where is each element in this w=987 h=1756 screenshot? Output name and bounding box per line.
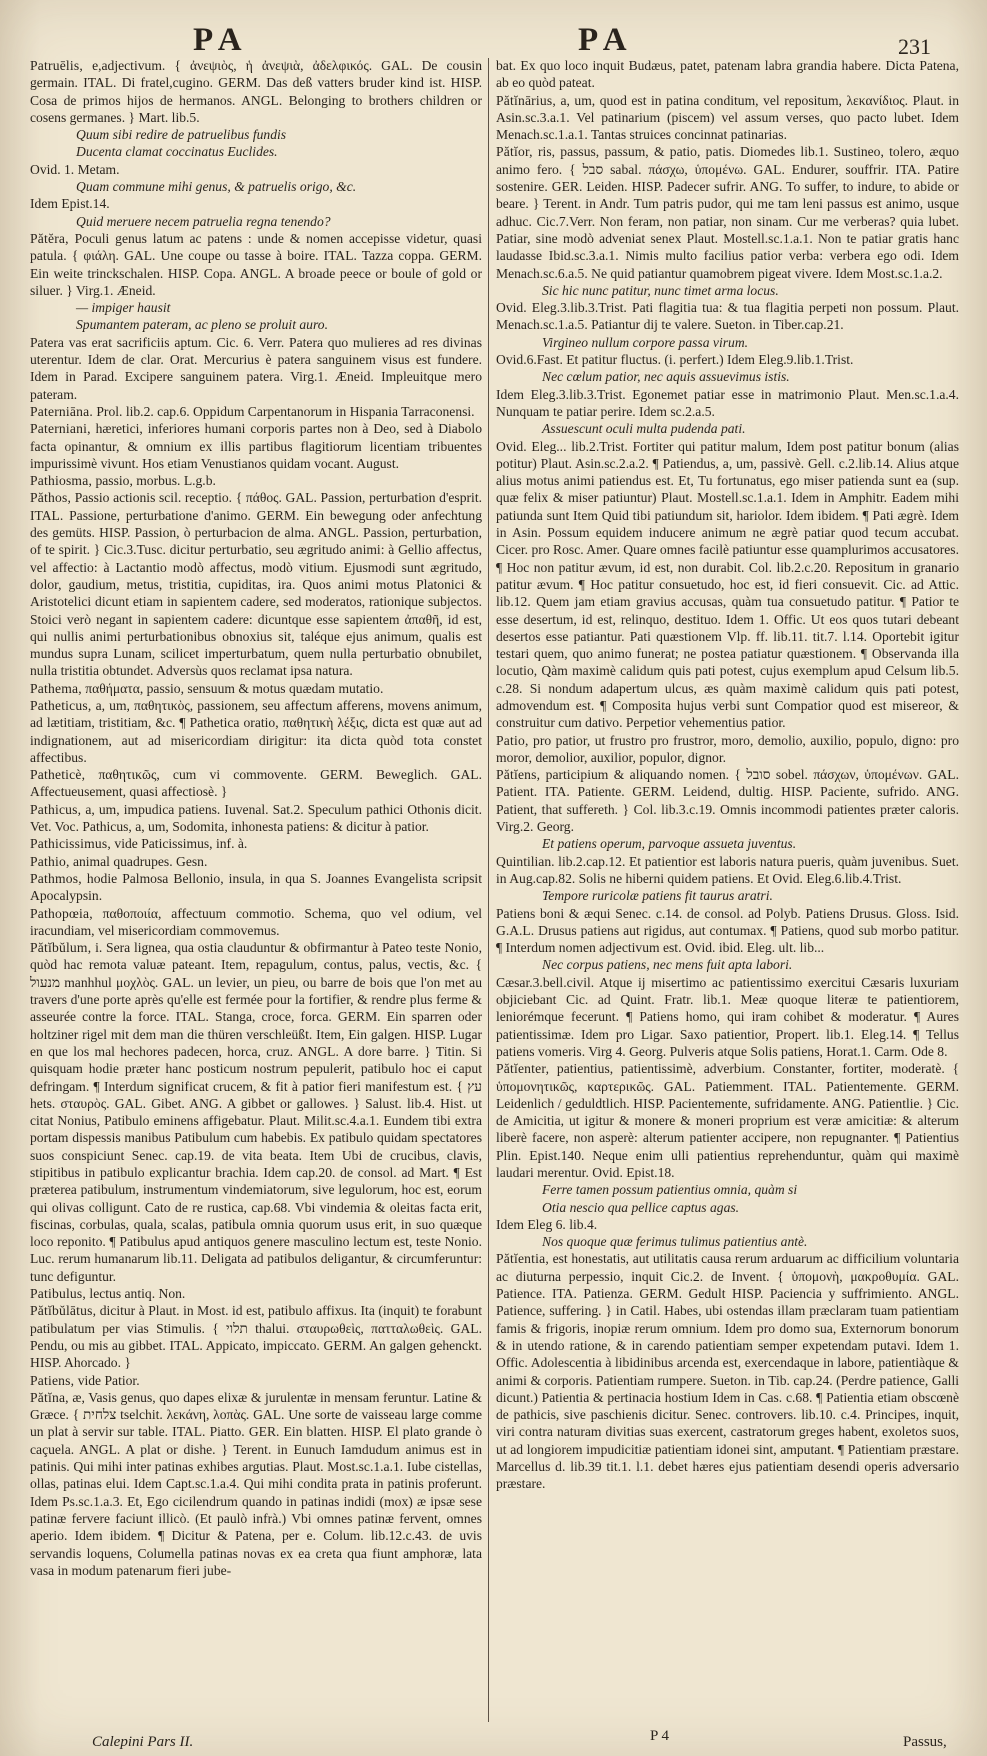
- verse-quotation: Nec corpus patiens, nec mens fuit apta labori.: [542, 957, 793, 973]
- entry-headword: Pătĭbŭlātus,: [30, 1303, 97, 1319]
- entry-headword: Paterniāna.: [30, 403, 93, 419]
- left-column: [30, 57, 482, 1721]
- entry-text: pro patior, ut frustro pro frustror, moro, demolio, auxilio, populo, digno: pro moror, demolior, auxilior, populor, dignor.: [496, 732, 959, 765]
- entry-text: Ovid.6.Fast. Et patitur fluctus. (i. perfert.) Idem Eleg.9.lib.1.Trist.: [496, 352, 854, 368]
- entry-headword: Pătĭentia,: [496, 1251, 549, 1267]
- signature-mark: Calepini Pars II.: [92, 1734, 194, 1750]
- entry-headword: Păthos,: [30, 490, 72, 506]
- verse-quotation: Quum sibi redire de patruelibus fundis Ducenta clamat coccinatus Euclides.: [76, 127, 287, 160]
- gathering-mark: P 4: [650, 1728, 670, 1744]
- dictionary-entry: [30, 1285, 482, 1302]
- entry-headword: Pătĭens,: [496, 767, 541, 783]
- entry-headword: Patibulus,: [30, 1286, 87, 1302]
- entry-text: æ, Vasis genus, quo dapes elixæ & jurulentæ in mensam feruntur. Latine & Græce. { צלחית tselchit. λεκάνη, λοπὰς. GAL. Une sorte de vaisseau large comme un plat à servir sur table. ITAL. Piatto. GER. Ein blatten. HISP. El plato grande ò caçuela. ANGL. A plat or dishe. } Terent. in Eunuch Iamdudum animus est in patinis. Qui mihi inter patinas exhibes argutias. Plaut. Most.sc.1.a.1. Iube cistellas, ollas, patinas elui. Idem Capt.sc.1.a.4. Qui mihi condita prata in patinis proferunt. Idem Ps.sc.1.a.3. Et, Ego cicilendrum quando in patinas indidi (mox) æ ipsæ sese patinæ fervere faciunt illicò. (Et paulò infrà.) Vbi omnes patinæ fervent, omnes aperio. Idem ibidem. ¶ Dicitur & Patena, per e. Colum. lib.12.c.43. de uvis servandis loquens, Columella patinas novas ex ea creta qua fiunt amphoræ, lata vasa in modum patenarum fieri jube-: [30, 1389, 482, 1578]
- entry-text: est honestatis, aut utilitatis causa rerum arduarum ac difficilium voluntaria ac diuturna perpessio, inquit Cic.2. de Invent. { ὑπομονὴ, μακροθυμία. GAL. Patience. ITA. Patienza. GERM. Gedult HISP. Paciencia y suffrimiento. ANGL. Patience, suffering. } in Catil. Habes, ubi ostendas illam præclaram tuam patientiam famis & frigoris, inopiæ rerum omnium. Idem pro domo sua, Externorum bonorum & in utendo ratione, & in carendo patientiam semper expetendam putavi. Idem 1. Offic. Adolescentia à libidinibus arcenda est, exercendaque in labore, patientiàque & animi & corporis. Patientiam rumpere. Sueton. in Tib. cap.24. (Perdre patience, Galli dicunt.) Patientia & pertinacia hostium Idem in Cas. c.68. ¶ Patientia etiam obscœnè de pathicis, sive paschienis dicitur. Senec. controvers. lib.10. c.4. Principes, inquit, viri contra naturam divitias suas exercent, castratorum greges habent, exoletos suos, ut ad longiorem impudicitiæ patientiam idonei sint, amputant. ¶ Patientiam præstare. Marcellus d. lib.39 tit.1. l.1. debet hæres ejus patientiam desendi operis adversario præstare.: [496, 1251, 959, 1492]
- entry-headword: Pathmos,: [30, 870, 82, 886]
- verse-quotation: Nec cœlum patior, nec aquis assuevimus istis.: [542, 369, 790, 385]
- entry-text: παθοποιία, affectuum commotio. Schema, quo vel odium, vel iracundiam, vel misericordiam commovemus.: [30, 905, 482, 938]
- entry-text: passio, morbus. L.g.b.: [95, 473, 216, 489]
- dictionary-entry: [496, 1060, 959, 1181]
- entry-text: e,adjectivum. { ἀνεψιὸς, ἡ ἀνεψιὰ, ἀδελφικός. GAL. De cousin germain. ITAL. Di fratel,cugino. GERM. Das deß vatters bruder kind ist. HISP. Cosa de primos hijos de hermanos. ANGL. Belonging to brothers children or cosens germanes. } Mart. lib.5.: [30, 58, 482, 125]
- entry-continuation: [496, 853, 959, 888]
- dictionary-entry: [30, 870, 482, 905]
- dictionary-entry: [30, 905, 482, 940]
- dictionary-entry: [30, 1302, 482, 1371]
- entry-headword: Pathopœia,: [30, 905, 93, 921]
- entry-headword: Pathicus,: [30, 801, 82, 817]
- verse-quotation: — impiger hausit Spumantem pateram, ac pleno se proluit auro.: [76, 300, 328, 333]
- entry-headword: Pătĭor,: [496, 144, 533, 160]
- entry-headword: Pătĭnārius,: [496, 92, 556, 108]
- verse-quotation: Virgineo nullum corpore passa virum.: [542, 334, 749, 350]
- entry-text: Ovid. 1. Metam.: [30, 161, 120, 177]
- entry-continuation: [30, 195, 482, 212]
- dictionary-entry: [30, 420, 482, 472]
- dictionary-entry: [496, 92, 959, 144]
- entry-continuation: [30, 161, 482, 178]
- entry-continuation: [496, 1216, 959, 1233]
- entry-text: lectus antiq. Non.: [89, 1286, 186, 1302]
- verse-quotation: Sic hic nunc patitur, nunc timet arma locus.: [542, 282, 779, 298]
- dictionary-entry: [496, 1250, 959, 1492]
- entry-text: bat. Ex quo loco inquit Budæus, patet, patenam labra grandia habere. Dicta Patena, ab eo quòd pateat.: [496, 58, 959, 91]
- entry-continuation: [496, 438, 959, 732]
- entry-text: vide Paticissimus, inf. à.: [114, 836, 248, 852]
- entry-headword: Paterniani,: [30, 421, 91, 437]
- dictionary-entry: [30, 1389, 482, 1579]
- entry-headword: Patruēlis,: [30, 58, 83, 73]
- verse-quotation: Quid meruere necem patruelia regna tenendo?: [76, 213, 331, 229]
- entry-text: Ovid. Eleg... lib.2.Trist. Fortiter qui patitur malum, Idem post patitur bonum (alias potitur) Plaut. Asin.sc.2.a.2. ¶ Patiendus, a, um, passivè. Gell. c.2.lib.14. Alius atque alius motus animi patiendus est. Et, Tu fortunatus, ego miser patienda sunt ea (sup. quæ felix & miser patiuntur) Plaut. Mostell.sc.1.a.1. Idem in Amphitr. Eadem mihi patiunda sunt Item Quid tibi patiundum sit, hariolor. Idem ibidem. ¶ Pati ægrè. Idem in Asin. Possum equidem inducere animum ne ægrè patiar quod tecum accubat. Cicer. pro Rosc. Amer. Quare omnes facilè patiuntur esse quamplurimos accusatores. ¶ Hoc non patitur ævum, id est, non durabit. Col. lib.2.c.20. Repositum in granario patitur ævum. ¶ Hoc patitur consuetudo, hoc est, id fieri consuevit. Cic. ad Attic. lib.12. Quem jam etiam gravius accusas, quàm tua consuetudo patitur. ¶ Patior te esse desertum, id est, relinquo, destituo. Idem 1. Offic. Ut eos quos tutari debeant desertos esse patiantur. Pati quæstionem Vlp. ff. lib.11. tit.7. l.14. Oportebit igitur testari quem, quo animo funerat; ne postea patiatur quæstionem. ¶ Observanda illa locutio, Qàm maximè calidum quis pati potest, cujus exemplum apud Celsum lib.5. c.28. Si nondum adapertum ulcus, æs quàm maximè calidum quis pati potest, admovendum est. ¶ Composita hujus verbi sunt Compatior quod est misereor, & construitur cum dativo. Perpetior vehementius patior.: [496, 438, 959, 731]
- entry-text: vide Patior.: [77, 1372, 140, 1388]
- verse-quotation: Ferre tamen possum patientius omnia, quàm si Otia nescio qua pellice captus agas.: [542, 1182, 798, 1215]
- dictionary-entry: [30, 680, 482, 697]
- entry-headword: Patheticus,: [30, 697, 92, 713]
- entry-continuation: [496, 351, 959, 368]
- right-column: [496, 57, 959, 1721]
- dictionary-entry: [30, 766, 482, 801]
- entry-headword: Pătĭenter,: [496, 1061, 550, 1077]
- entry-text: dicitur à Plaut. in Most. id est, patibulo affixus. Ita (inquit) te forabunt patibulatum per vias Stimulis. { תלוי thalui. σταυρωθεὶς, πατταλωθεὶς. GAL. Pendu, ou mis au gibbet. ITAL. Appicato, impiccato. GERM. An galgen gehenckt. HISP. Ahorcado. }: [30, 1303, 482, 1371]
- entry-text: ris, passus, passum, & patio, patis. Diomedes lib.1. Sustineo, tolero, æquo animo fero. { סבל sabal. πάσχω, ὑπομένω. GAL. Endurer, souffrir. ITA. Patire sostenire. GER. Leiden. HISP. Padecer sufrir. ANG. To suffer, to indure, to abide or beare. } Terent. in Andr. Tum patris pudor, qui me tam leni passus est animo, usque adhuc. Cic.7.Verr. Non feram, non patiar, non sinam. Cur me verberas? quia lubet. Patiar, sine modò adveniat senex Plaut. Mostell.sc.1.a.1. Non te patiar gratis hanc laudasse Ibid.sc.3.a.1. Nimis multo facilius patior verba: verbera ego odi. Idem Menach.sc.6.a.5. Ne quid patiantur quamobrem pigeat vivere. Idem Most.sc.1.a.2.: [496, 144, 959, 281]
- entry-text: Idem Epist.14.: [30, 196, 110, 212]
- entry-text: παθητικῶς, cum vi commovente. GERM. Beweglich. GAL. Affectueusement, quasi affectiosè. }: [30, 767, 482, 800]
- entry-text: participium & aliquando nomen. { סובל sobel. πάσχων, ὑπομένων. GAL. Patient. ITA. Patiente. GERM. Leidend, dultig. HISP. Paciente, sufrido. ANG. Patient, that suffereth. } Col. lib.3.c.19. Omnis incommodi patientes præter caloris. Virg.2. Georg.: [496, 767, 959, 835]
- entry-headword: Pathema,: [30, 680, 82, 696]
- entry-text: Quintilian. lib.2.cap.12. Et patientior est laboris natura pueris, quàm juvenibus. Suet. in Aug.cap.82. Solis ne hiberni quidem patiens. Et Ovid. Eleg.6.lib.4.Trist.: [496, 853, 959, 886]
- running-head-right: PA: [578, 22, 634, 58]
- dictionary-entry: [30, 1372, 482, 1389]
- entry-text: a, um, παθητικὸς, passionem, seu affectum afferens, movens animum, ad lætitiam, tristitiam, &c. ¶ Pathetica oratio, παθητικὴ λέξις, dicta est quæ aut ad indignationem, aut ad misericordiam dirigitur: ita dicta quòd tota constet affectibus.: [30, 697, 482, 765]
- dictionary-entry: [30, 853, 482, 870]
- entry-text: Patera vas erat sacrificiis aptum. Cic. 6. Verr. Patera quo mulieres ad res divinas uterentur. Idem de clar. Orat. Mercurius è patera sanguinem visus est fundere. Idem in Parad. Excipere sanguinem patera. Virg.1. Æneid. Impleuitque mero pateram.: [30, 334, 482, 402]
- dictionary-entry: [30, 835, 482, 852]
- verse-quotation: Quam commune mihi genus, & patruelis origo, &c.: [76, 179, 357, 195]
- entry-headword: Patio,: [496, 732, 529, 748]
- dictionary-entry: [30, 57, 482, 126]
- verse-quotation: Tempore ruricolæ patiens fit taurus aratri.: [542, 888, 773, 904]
- entry-continuation: [496, 974, 959, 1060]
- dictionary-entry: [30, 697, 482, 766]
- entry-text: a, um, quod est in patina conditum, vel repositum, λεκανίδιος. Plaut. in Asin.sc.3.a.1. Vel patinarium (piscem) vel assum verses, quo pacto lubet. Idem Menach.sc.1.a.1. Tantas struices concinnat patinarias.: [496, 92, 959, 143]
- dictionary-entry: [30, 403, 482, 420]
- verse-quotation: Nos quoque quæ ferimus tulimus patientius antè.: [542, 1234, 808, 1250]
- entry-text: παθήματα, passio, sensuum & motus quædam mutatio.: [85, 680, 384, 696]
- dictionary-entry: [30, 472, 482, 489]
- entry-continuation: [496, 57, 959, 92]
- entry-headword: Pathiosma,: [30, 473, 93, 489]
- running-head-left: PA: [193, 22, 249, 58]
- entry-headword: Patheticè,: [30, 767, 86, 783]
- entry-text: patientius, patientissimè, adverbium. Constanter, fortiter, moderatè. { ὑπομονητικῶς, καρτερικῶς. GAL. Patiemment. ITAL. Patientemente. GERM. Leidenlich / geduldtlich. HISP. Pacientemente, sufridamente. ANG. Patientlie. } Cic. de Amicitia, ut igitur & monere & moneri proprium est veræ amicitiæ: & alterum liberè facere, non asperè: alterum patienter accipere, non repugnanter. ¶ Patientius Plin. Epist.140. Neque enim ulli patientius reprehenduntur, quàm qui maximè laudari merentur. Ovid. Epist.18.: [496, 1061, 959, 1180]
- entry-headword: Pătĭna,: [30, 1389, 69, 1405]
- page-number: 231: [898, 34, 931, 59]
- entry-headword: Pathio,: [30, 853, 70, 869]
- verse-quotation: Et patiens operum, parvoque assueta juventus.: [542, 836, 797, 852]
- entry-text: Idem Eleg.3.lib.3.Trist. Egonemet patiar esse in matrimonio Plaut. Men.sc.1.a.4. Nunquam te patiar perire. Idem sc.2.a.5.: [496, 386, 959, 419]
- entry-text: hodie Palmosa Bellonio, insula, in qua S. Joannes Evangelista scripsit Apocalypsin.: [30, 870, 482, 904]
- entry-text: Patiens boni & æqui Senec. c.14. de consol. ad Polyb. Patiens Drusus. Gloss. Isid. G.A.L. Drusus patiens aut rigidus, aut contumax. ¶ Patiens, quod sub morbo patitur. ¶ Interdum nomen adjectivum est. Ovid. ibid. Eleg. ult. lib...: [496, 905, 959, 956]
- dictionary-entry: [496, 732, 959, 767]
- dictionary-entry: [30, 230, 482, 299]
- entry-text: animal quadrupes. Gesn.: [72, 853, 208, 869]
- entry-text: Poculi genus latum ac patens : unde & nomen accepisse videtur, quasi patula. { φιάλη. GAL. Une coupe ou tasse à boire. ITAL. Tazza coppa. GERM. Ein weite trinckschalen. HISP. Copa. ANGL. A broade peece or boule of gold or siluer. } Virg.1. Æneid.: [30, 230, 482, 298]
- entry-headword: Pătĕra,: [30, 230, 69, 246]
- entry-text: Passio actionis scil. receptio. { πάθος. GAL. Passion, perturbation d'esprit. ITAL. Passione, perturbatione d'animo. GERM. Ein bewegung oder anfechtung des gemüts. HISP. Passion, ò perturbacion de alma. ANGL. Passion, perturbation, of te spirit. } Cic.3.Tusc. dicitur perturbatio, seu ægritudo animi: à Gellio affectus, vel affectio: à Lactantio modò affectus, modò vitium. Ejusmodi sunt ægritudo, dolor, gaudium, metus, tristitia, cupiditas, ira. Quos animi motus Platonici & Aristotelici dicunt etiam in sapientem cadere, sed moderatos, rationique subjectos. Stoici verò negant in sapientem cadere: dicuntque esse sapientem ἀπαθῆ, id est, qui nullis animi perturbationibus obnoxius sit, taléque ejus animum, qualis est mundus supra Lunam, scilicet imperturbatum, quem nulla perturbatio obnubilet, nulla tristitia obtundet. Adversùs quos reclamat ipsa natura.: [30, 490, 482, 679]
- entry-text: Prol. lib.2. cap.6. Oppidum Carpentanorum in Hispania Tarraconensi.: [96, 403, 475, 419]
- entry-headword: Patiens,: [30, 1372, 75, 1388]
- entry-text: a, um, impudica patiens. Iuvenal. Sat.2. Speculum pathici Othonis dicit. Vet. Voc. Pathicus, a, um, Sodomita, inhonesta patiens: & dicitur à patior.: [30, 801, 482, 835]
- verse-quotation: Assuescunt oculi multa pudenda pati.: [542, 421, 746, 437]
- column-divider: [488, 58, 489, 1722]
- dictionary-entry: [496, 143, 959, 281]
- entry-text: Idem Eleg 6. lib.4.: [496, 1216, 598, 1232]
- entry-text: Ovid. Eleg.3.lib.3.Trist. Pati flagitia tua: & tua flagitia perpeti non possum. Plaut. Menach.sc.1.a.5. Patiantur dij te valere. Sueton. in Tiber.cap.21.: [496, 300, 959, 333]
- dictionary-entry: [30, 939, 482, 1285]
- dictionary-entry: [30, 801, 482, 836]
- entry-headword: Pătĭbŭlum,: [30, 940, 92, 956]
- dictionary-entry: [496, 766, 959, 835]
- entry-text: Cæsar.3.bell.civil. Atque ij misertimo ac patientissimo exercitui Cæsaris luxuriam objiciebant Cic. ad Quint. Fratr. lib.1. Meæ quoque literæ te patientiorem, leniorémque fecerunt. ¶ Patiens homo, qui iram cohibet & moderatur. ¶ Aures patientissimæ. Idem pro Ligar. Saxo patientior, Propert. lib.1. Eleg.14. ¶ Tellus patiens vomeris. Virg 4. Georg. Pulveris atque Solis patiens, Horat.1. Carm. Ode 8.: [496, 974, 959, 1059]
- entry-headword: Pathicissimus,: [30, 836, 111, 852]
- entry-text: i. Sera lignea, qua ostia clauduntur & obfirmantur à Pateo teste Nonio, quòd hac remota valuæ pateant. Item, repagulum, contus, palus, vectis, &c. { מנעול manhhul μοχλὸς. GAL. un levier, un pieu, ou barre de bois que l'on met au travers d'une porte après qu'elle est fermée pour la fortifier, & rendre plus ferme & asseurée contre la force. ITAL. Stanga, croce, forca. GERM. Ein sparren oder holtziner rigel mit dem man die thüren verschleüßt. Item, Ein galgen. HISP. Lugar en que los mal hechores padecen, horca, cruz. ANGL. A dore barre. } Titin. Si quisquam hodie præter hanc posticum nostrum pepulerit, patibulo hoc ei caput defringam. ¶ Interdum significat crucem, & fit à patior fieri manifestum est. { עץ hets. σταυρὸς. GAL. Gibet. ANG. A gibbet or gallowes. } Salust. lib.4. Hist. ut citat Nonius, Patibulo eminens affigebatur. Plaut. Milit.sc.4.a.1. Eundem tibi extra portam dispessis manibus Patibulum cum habebis. Ex patibulo quidam spectatores suos conspiciunt Senec. cap.19. de vita beata. Item Ubi de crucibus, clavis, stipitibus in patibulo explicantur brachia. Idem cap.20. de consol. ad Mart. ¶ Est præterea patibulum, instrumentum vindemiatorum, sive legulorum, hoc est, eorum qui olivas colligunt. Cato de re rustica, cap.68. Vbi vindemia & oleitas facta erit, fiscinas, corbulas, quala, scalas, patibula omnia quorum usus erit, in suo quæque loco reponito. ¶ Patibulus apud antiquos genere masculino lectum est, teste Nonio. Luc. rerum humanarum lib.11. Deligata ad patibulos deligantur, & circumferuntur: tunc defiguntur.: [30, 940, 482, 1284]
- entry-continuation: [496, 299, 959, 334]
- entry-continuation: [496, 905, 959, 957]
- entry-text: hæretici, inferiores humani corporis partes non à Deo, sed à Diabolo facta opinantur, & omnium ex illis partibus flagitiorum licentiam tribuentes impurissimè vivunt. Hos etiam Venustianos quidam vocant. August.: [30, 421, 482, 471]
- dictionary-entry: [30, 489, 482, 679]
- entry-continuation: [30, 334, 482, 403]
- entry-continuation: [496, 386, 959, 421]
- catchword: Passus,: [903, 1734, 947, 1750]
